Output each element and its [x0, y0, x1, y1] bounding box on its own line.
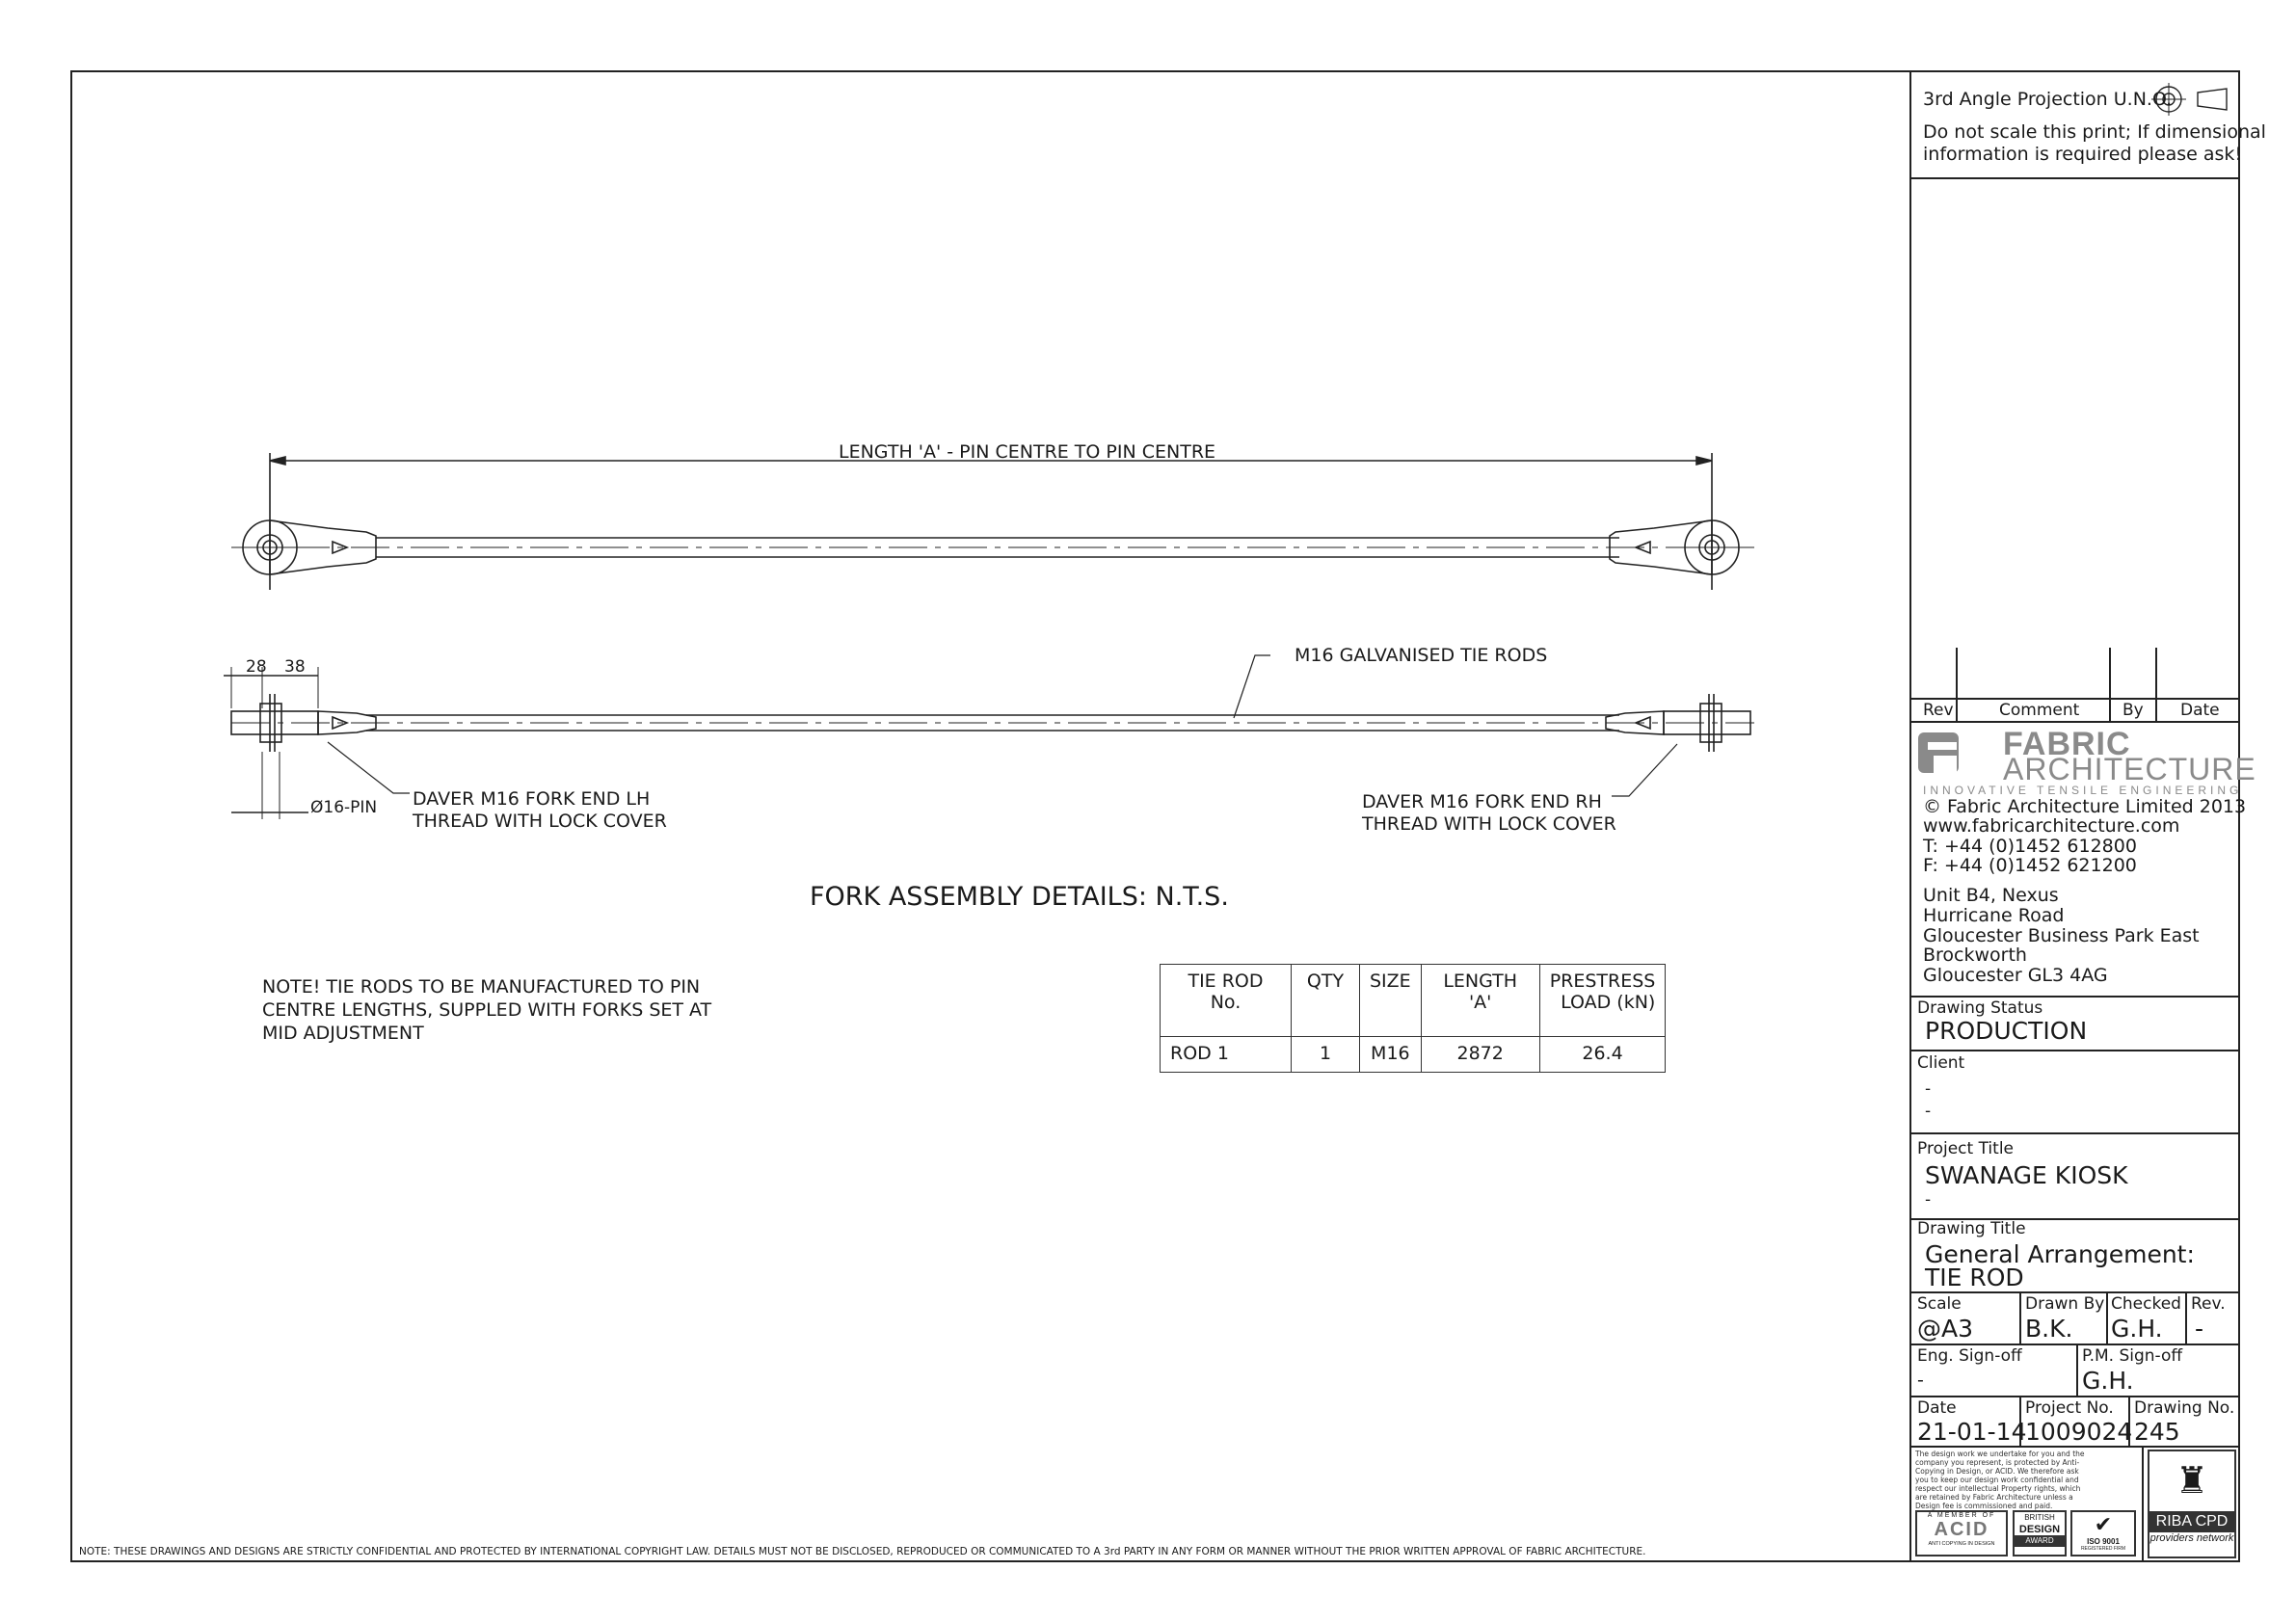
website: www.fabricarchitecture.com	[1923, 815, 2180, 837]
cell-length: 2872	[1421, 1037, 1539, 1073]
client-line-1: -	[1925, 1079, 1932, 1099]
scale-note-1: Do not scale this print; If dimensional	[1923, 121, 2266, 143]
rh-fork-label-2: THREAD WITH LOCK COVER	[1362, 813, 1616, 835]
checkmark-icon: ✔	[2094, 1512, 2113, 1536]
project-no-value: 1009024	[2025, 1418, 2133, 1446]
company-tagline: INNOVATIVE TENSILE ENGINEERING	[1923, 784, 2243, 797]
date-value: 21-01-14	[1917, 1418, 2027, 1446]
fabric-logo-icon	[1918, 732, 1959, 773]
section-title: FORK ASSEMBLY DETAILS: N.T.S.	[810, 882, 1229, 912]
note-line-3: MID ADJUSTMENT	[262, 1023, 424, 1044]
riba-badge	[2148, 1450, 2236, 1558]
header-qty: QTY	[1292, 965, 1360, 1037]
bda-badge	[2013, 1510, 2067, 1556]
leader-rh	[1612, 744, 1677, 796]
riba-sub: providers network	[2149, 1532, 2234, 1544]
eng-signoff-label: Eng. Sign-off	[1917, 1346, 2022, 1366]
address-line: Hurricane Road	[1923, 905, 2065, 926]
fax: F: +44 (0)1452 621200	[1923, 855, 2137, 876]
pm-signoff-value: G.H.	[2082, 1367, 2134, 1395]
company-name-1: FABRIC	[2003, 726, 2131, 762]
iso-badge	[2070, 1510, 2136, 1556]
bda-line-3: AWARD	[2015, 1535, 2065, 1547]
footer-note: NOTE: THESE DRAWINGS AND DESIGNS ARE STRICTLY CONFIDENTIAL AND PROTECTED BY INTERNATIONAL COPYRIGHT LAW. DETAILS MUST NOT BE DISCLOSED, REPRODUCED OR COMMUNICATED TO A 3rd PARTY IN ANY FORM OR MANNER WITHOUT THE PRIOR WRITTEN APPROVAL OF FABRIC ARCHITECTURE.	[79, 1546, 1646, 1557]
iso-text: ISO 9001	[2087, 1537, 2120, 1546]
checked-value: G.H.	[2111, 1315, 2163, 1343]
phone: T: +44 (0)1452 612800	[1923, 836, 2137, 857]
cell-size: M16	[1360, 1037, 1422, 1073]
scale-note-2: information is required please ask!	[1923, 144, 2243, 165]
rod-table	[1160, 964, 1666, 1073]
cell-load: 26.4	[1539, 1037, 1666, 1073]
cell-rod-no: ROD 1	[1161, 1037, 1292, 1073]
rev-col-label: Rev	[1923, 701, 1954, 720]
comment-col-label: Comment	[1999, 701, 2080, 720]
dim-28-label: 28	[246, 657, 267, 677]
header-prestress-line2: LOAD (kN)	[1561, 992, 1656, 1013]
address-line: Unit B4, Nexus	[1923, 885, 2059, 906]
dim-arrow-left	[270, 457, 285, 465]
address-line: Gloucester Business Park East	[1923, 925, 2200, 946]
rev-label: Rev.	[2191, 1294, 2226, 1314]
leader-tie-rods	[1234, 655, 1270, 718]
leader-lh	[328, 742, 410, 793]
acid-word: ACID	[1934, 1519, 1989, 1540]
copyright: © Fabric Architecture Limited 2013	[1923, 796, 2247, 817]
acid-badge	[1915, 1510, 2008, 1556]
acid-top: A MEMBER OF	[1927, 1512, 1996, 1519]
projection-label: 3rd Angle Projection U.N.O.	[1923, 89, 2173, 110]
bda-line-2: DESIGN	[2018, 1524, 2061, 1535]
drawn-by-value: B.K.	[2025, 1315, 2073, 1343]
client-line-2: -	[1925, 1102, 1932, 1121]
iso-sub: REGISTERED FIRM	[2080, 1546, 2126, 1552]
scale-label: Scale	[1917, 1294, 1962, 1314]
project-sub: -	[1925, 1190, 1932, 1210]
riba-crest-icon: ♜	[2175, 1461, 2209, 1502]
checked-label: Checked	[2111, 1294, 2181, 1314]
header-prestress	[1539, 965, 1666, 1037]
eng-signoff-value: -	[1917, 1370, 1924, 1391]
lh-fork-label-1: DAVER M16 FORK END LH	[413, 788, 651, 810]
drawing-no-label: Drawing No.	[2134, 1398, 2235, 1418]
tie-rods-label: M16 GALVANISED TIE RODS	[1295, 645, 1548, 666]
drawn-by-label: Drawn By	[2025, 1294, 2105, 1314]
dim-arrow-right	[1696, 457, 1712, 465]
drawing-title-1: General Arrangement:	[1925, 1240, 2195, 1268]
date-col-label: Date	[2180, 701, 2220, 720]
company-name-2: ARCHITECTURE	[2003, 752, 2256, 786]
note-line-2: CENTRE LENGTHS, SUPPLED WITH FORKS SET AT	[262, 999, 712, 1021]
project-no-label: Project No.	[2025, 1398, 2114, 1418]
riba-text: RIBA CPD	[2149, 1511, 2234, 1532]
title-block-divider	[1909, 70, 1911, 1562]
scale-value: @A3	[1917, 1315, 1974, 1343]
project-title-label: Project Title	[1917, 1139, 2014, 1158]
status-value: PRODUCTION	[1925, 1017, 2088, 1045]
lh-fork-label-2: THREAD WITH LOCK COVER	[413, 811, 667, 832]
legal-text: The design work we undertake for you and the company you represent, is protected by Anti-Copying in Design, or ACID. We therefore ask you to keep our design work confidential and respect our intellectual Property rights, which are retained by Fabric Architecture unless a Design fee is commissioned and paid.	[1915, 1450, 2085, 1510]
note-line-1: NOTE! TIE RODS TO BE MANUFACTURED TO PIN	[262, 976, 701, 998]
status-label: Drawing Status	[1917, 998, 2043, 1018]
project-title: SWANAGE KIOSK	[1925, 1161, 2128, 1189]
header-prestress-line1: PRESTRESS	[1549, 971, 1656, 992]
header-rod-no: TIE ROD No.	[1161, 965, 1292, 1037]
cell-qty: 1	[1292, 1037, 1360, 1073]
drawing-title-label: Drawing Title	[1917, 1219, 2026, 1238]
drawing-title-2: TIE ROD	[1925, 1264, 2024, 1291]
rev-value: -	[2195, 1315, 2204, 1343]
table-header-row	[1161, 965, 1666, 1037]
date-label: Date	[1917, 1398, 1957, 1418]
acid-bottom: ANTI COPYING IN DESIGN	[1928, 1541, 1995, 1547]
address-line: Brockworth	[1923, 945, 2027, 966]
bda-line-1: BRITISH	[2024, 1513, 2055, 1522]
header-length: LENGTH 'A'	[1421, 965, 1539, 1037]
dim-38-label: 38	[284, 657, 306, 677]
dim-pin-label: Ø16-PIN	[310, 798, 378, 817]
address-line: Gloucester GL3 4AG	[1923, 965, 2108, 986]
table-row	[1161, 1037, 1666, 1073]
dim-length-label: LENGTH 'A' - PIN CENTRE TO PIN CENTRE	[839, 441, 1216, 463]
header-size: SIZE	[1360, 965, 1422, 1037]
rh-fork-label-1: DAVER M16 FORK END RH	[1362, 791, 1602, 812]
client-label: Client	[1917, 1053, 1965, 1073]
by-col-label: By	[2122, 701, 2144, 720]
drawing-no-value: 245	[2134, 1418, 2180, 1446]
pm-signoff-label: P.M. Sign-off	[2082, 1346, 2183, 1366]
